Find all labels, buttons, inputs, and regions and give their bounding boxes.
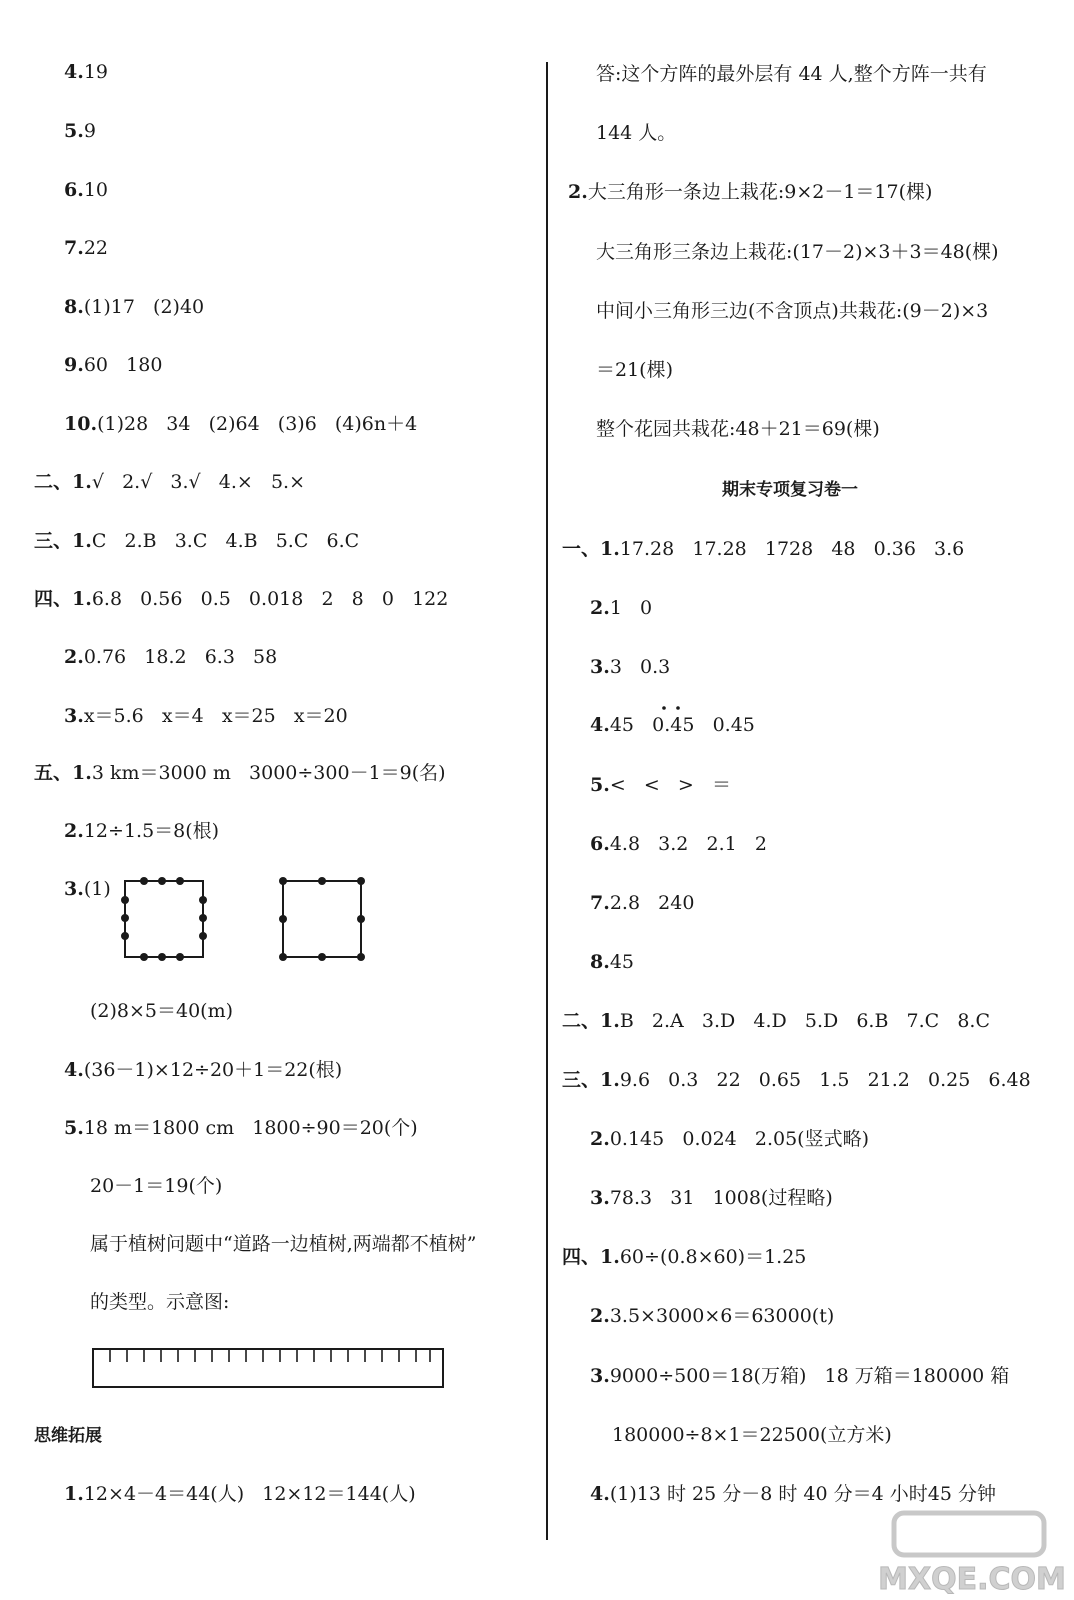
section-5-item-3: 3.(1) bbox=[64, 878, 111, 900]
column-divider bbox=[546, 62, 548, 1540]
review-section-1-item-8: 8.45 bbox=[590, 951, 635, 973]
thinking-item-2-line-5: 整个花园共栽花:48＋21＝69(棵) bbox=[596, 418, 880, 440]
svg-text:MXQE.COM: MXQE.COM bbox=[878, 1562, 1066, 1597]
final-review-heading: 期末专项复习卷一 bbox=[722, 480, 858, 500]
answer-10: 10.(1)28 34 (2)64 (3)6 (4)6n＋4 bbox=[64, 413, 418, 435]
section-4-item-2: 2.0.76 18.2 6.3 58 bbox=[64, 646, 278, 668]
section-4-item-3: 3.x＝5.6 x＝4 x＝25 x＝20 bbox=[64, 705, 348, 727]
answer-9: 9.60 180 bbox=[64, 354, 163, 376]
review-section-4-item-3-line-2: 180000÷8×1＝22500(立方米) bbox=[612, 1424, 892, 1446]
section-5-item-5-line-2: 20－1＝19(个) bbox=[90, 1175, 223, 1197]
review-section-4-item-1: 四、1.60÷(0.8×60)＝1.25 bbox=[562, 1246, 807, 1268]
section-5-item-5-line-3: 属于植树问题中“道路一边植树,两端都不植树” bbox=[90, 1233, 477, 1255]
review-section-1-item-7: 7.2.8 240 bbox=[590, 892, 695, 914]
section-5-item-1: 五、1.3 km＝3000 m 3000÷300－1＝9(名) bbox=[34, 762, 446, 784]
watermark-logo bbox=[872, 1505, 1068, 1595]
thinking-extension-heading: 思维拓展 bbox=[34, 1426, 102, 1446]
section-5-item-5: 5.18 m＝1800 cm 1800÷90＝20(个) bbox=[64, 1117, 418, 1139]
review-section-1-item-3: 3.3 0.3 bbox=[590, 656, 671, 678]
answer-8: 8.(1)17 (2)40 bbox=[64, 296, 205, 318]
answer-7-22: 7.22 bbox=[64, 237, 109, 259]
square-diagram-1 bbox=[118, 874, 210, 962]
review-section-3-item-3: 3.78.3 31 1008(过程略) bbox=[590, 1187, 833, 1209]
thinking-item-2-line-4: ＝21(棵) bbox=[596, 359, 674, 381]
review-section-4-item-4: 4.(1)13 时 25 分－8 时 40 分＝4 小时45 分钟 bbox=[590, 1483, 996, 1505]
review-section-1-item-1: 一、1.17.28 17.28 1728 48 0.36 3.6 bbox=[562, 538, 965, 560]
section-3-choice: 三、1.C 2.B 3.C 4.B 5.C 6.C bbox=[34, 530, 360, 552]
thinking-answer-line-1: 答:这个方阵的最外层有 44 人,整个方阵一共有 bbox=[596, 63, 987, 85]
review-section-1-item-6: 6.4.8 3.2 2.1 2 bbox=[590, 833, 767, 855]
review-section-1-item-5: 5.< < > ＝ bbox=[590, 774, 731, 796]
thinking-item-2-line-3: 中间小三角形三边(不含顶点)共栽花:(9－2)×3 bbox=[596, 300, 989, 322]
review-section-2-choice: 二、1.B 2.A 3.D 4.D 5.D 6.B 7.C 8.C bbox=[562, 1010, 990, 1032]
square-diagram-2 bbox=[276, 874, 368, 962]
review-section-1-item-4: 4.45 0.45 0.45 bbox=[590, 714, 755, 736]
review-section-3-item-1: 三、1.9.6 0.3 22 0.65 1.5 21.2 0.25 6.48 bbox=[562, 1069, 1031, 1091]
section-5-item-5-line-4: 的类型。示意图: bbox=[90, 1291, 230, 1313]
thinking-item-2-line-2: 大三角形三条边上栽花:(17－2)×3＋3＝48(棵) bbox=[596, 241, 999, 263]
review-section-4-item-2: 2.3.5×3000×6＝63000(t) bbox=[590, 1305, 835, 1327]
section-4-item-1: 四、1.6.8 0.56 0.5 0.018 2 8 0 122 bbox=[34, 588, 449, 610]
answer-5-9: 5.9 bbox=[64, 120, 96, 142]
repeating-decimal-dots bbox=[660, 704, 684, 712]
thinking-answer-line-2: 144 人。 bbox=[596, 122, 677, 144]
thinking-extension-item-1: 1.12×4－4＝44(人) 12×12＝144(人) bbox=[64, 1483, 416, 1505]
answer-6-10: 6.10 bbox=[64, 179, 109, 201]
section-5-item-3-part-2: (2)8×5＝40(m) bbox=[90, 1000, 234, 1022]
road-tree-diagram bbox=[92, 1348, 444, 1388]
review-section-4-item-3: 3.9000÷500＝18(万箱) 18 万箱＝180000 箱 bbox=[590, 1365, 1010, 1387]
section-2-judgement: 二、1.√ 2.√ 3.√ 4.× 5.× bbox=[34, 471, 305, 493]
answer-4-19: 4.19 bbox=[64, 61, 109, 83]
review-section-1-item-2: 2.1 0 bbox=[590, 597, 653, 619]
thinking-item-2-line-1: 2.大三角形一条边上栽花:9×2－1＝17(棵) bbox=[568, 181, 933, 203]
review-section-3-item-2: 2.0.145 0.024 2.05(竖式略) bbox=[590, 1128, 869, 1150]
section-5-item-4: 4.(36－1)×12÷20＋1＝22(根) bbox=[64, 1059, 343, 1081]
section-5-item-2: 2.12÷1.5＝8(根) bbox=[64, 820, 220, 842]
